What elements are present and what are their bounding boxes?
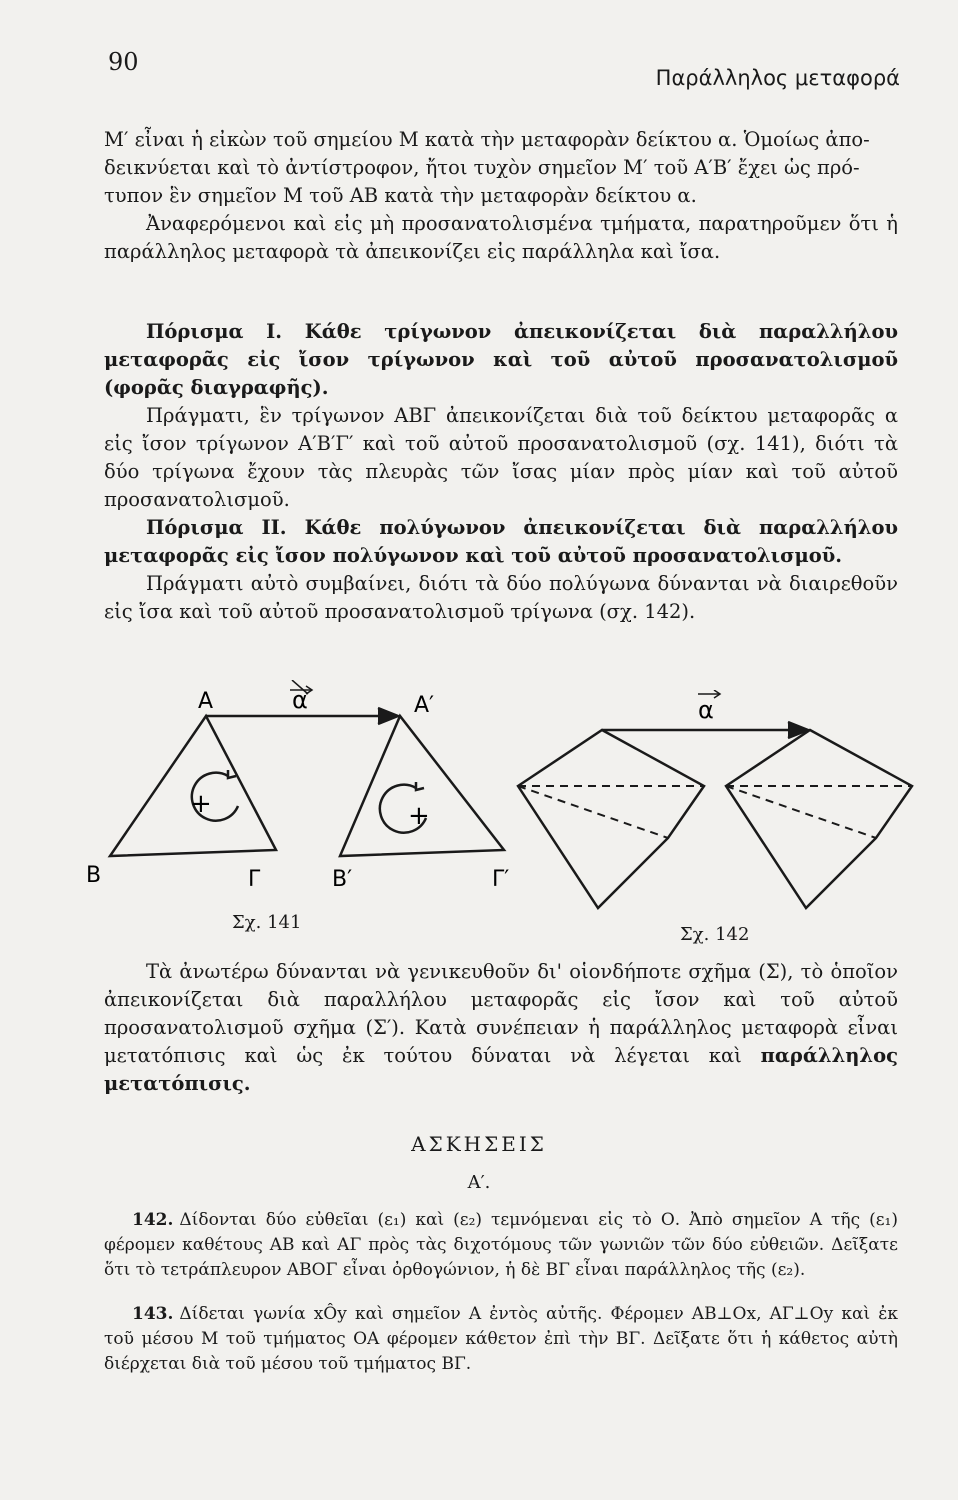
label-Gamma: Γ <box>248 867 261 892</box>
exercise-143-number: 143. <box>132 1304 174 1324</box>
running-head: Παράλληλος μεταφορά <box>655 66 900 90</box>
figure-142-caption: Σχ. 142 <box>680 924 750 945</box>
figure-141 <box>80 680 540 920</box>
porisma-1-text: Κάθε τρίγωνον ἀπεικονίζεται διὰ παραλλήλου μεταφορᾶς εἰς ἴσον τρίγωνον καὶ τοῦ αὐτοῦ προσανατολισμοῦ (φορᾶς διαγραφῆς). <box>104 320 898 399</box>
porisma-1-label: Πόρισμα Ι. <box>146 320 283 343</box>
exercises-subheading: Α′. <box>467 1172 491 1193</box>
intro-line-3: τυπον ἓν σημεῖον Μ τοῦ ΑΒ κατὰ τὴν μεταφορὰν δείκτου α. <box>104 184 697 207</box>
label-B: B <box>86 863 102 888</box>
generalization-text: Τὰ ἀνωτέρω δύνανται νὰ γενικευθοῦν δι' οἱονδήποτε σχῆμα (Σ), τὸ ὁποῖον ἀπεικονίζεται διὰ παραλλήλου μεταφορᾶς εἰς ἴσον καὶ τοῦ αὐτοῦ προσανατολισμοῦ σχῆμα (Σ′). Κατὰ συνέπειαν ἡ παράλληλος μεταφορὰ εἶναι μετατόπισις καὶ ὡς ἐκ τούτου δύναται νὰ λέγεται καὶ <box>104 960 898 1067</box>
porisma-2-proof: Πράγματι αὐτὸ συμβαίνει, διότι τὰ δύο πολύγωνα δύνανται νὰ διαιρεθοῦν εἰς ἴσα καὶ τοῦ αὐτοῦ προσανατολισμοῦ τρίγωνα (σχ. 142). <box>104 572 898 623</box>
triangle-abg <box>110 716 276 856</box>
plus-sign-1: + <box>190 789 212 819</box>
page-number: 90 <box>108 48 139 76</box>
intro-line-2: δεικνύεται καὶ τὸ ἀντίστροφον, ἤτοι τυχὸν σημεῖον Μ′ τοῦ Α′Β′ ἔχει ὡς πρό- <box>104 156 860 179</box>
porisma-2-text: Κάθε πολύγωνον ἀπεικονίζεται διὰ παραλλήλου μεταφορᾶς εἰς ἴσον πολύγωνον καὶ τοῦ αὐτοῦ προσανατολισμοῦ. <box>104 516 898 567</box>
exercises-heading: ΑΣΚΗΣΕΙΣ <box>411 1132 547 1156</box>
porisma-2-label: Πόρισμα ΙΙ. <box>146 516 287 539</box>
exercise-142-text: Δίδονται δύο εὐθεῖαι (ε₁) καὶ (ε₂) τεμνόμεναι εἰς τὸ Ο. Ἀπὸ σημεῖον Α τῆς (ε₁) φέρομεν καθέτους ΑΒ καὶ ΑΓ πρὸς τὰς διχοτόμους τῶν γωνιῶν τῶν δύο εὐθειῶν. Δεῖξατε ὅτι τὸ τετράπλευρον ΑΒΟΓ εἶναι ὀρθογώνιον, ἡ δὲ ΒΓ εἶναι παράλληλος τῆς (ε₂). <box>104 1210 898 1280</box>
porisma-1-proof: Πράγματι, ἓν τρίγωνον ΑΒΓ ἀπεικονίζεται διὰ τοῦ δείκτου μεταφορᾶς α εἰς ἴσον τρίγωνον Α′Β′Γ′ καὶ τοῦ αὐτοῦ προσανατολισμοῦ (σχ. 141), διότι τὰ δύο τρίγωνα ἔχουν τὰς πλευρὰς τῶν ἴσας μίαν πρὸς μίαν καὶ τοῦ αὐτοῦ προσανατολισμοῦ. <box>104 404 898 511</box>
label-vector-a-142: α <box>698 696 714 724</box>
paragraph-anaferomenoi: Ἀναφερόμενοι καὶ εἰς μὴ προσανατολισμένα τμήματα, παρατηροῦμεν ὅτι ἡ παράλληλος μεταφορὰ τὰ ἀπεικονίζει εἰς παράλληλα καὶ ἴσα. <box>104 212 898 263</box>
exercise-142 <box>104 1208 898 1283</box>
figure-142 <box>508 690 918 930</box>
exercise-142-number: 142. <box>132 1210 174 1230</box>
generalization-bold: παράλληλος μετατόπισις. <box>104 1044 898 1095</box>
exercise-143-text: Δίδεται γωνία xÔy καὶ σημεῖον Α ἐντὸς αὐτῆς. Φέρομεν ΑΒ⊥Οx, ΑΓ⊥Οy καὶ ἐκ τοῦ μέσου Μ τοῦ τμήματος ΟΑ φέρομεν κάθετον ἐπὶ τὴν ΒΓ. Δεῖξατε ὅτι ἡ κάθετος αὐτὴ διέρχεται διὰ τοῦ μέσου τοῦ τμήματος ΒΓ. <box>104 1304 898 1374</box>
plus-sign-2: + <box>408 801 430 831</box>
label-Gamma-prime: Γ′ <box>492 867 510 892</box>
label-B-prime: B′ <box>332 867 353 892</box>
intro-line-1: Μ′ εἶναι ἡ εἰκὼν τοῦ σημείου Μ κατὰ τὴν μεταφορὰν δείκτου α. Ὁμοίως ἀπο- <box>104 128 870 151</box>
label-vector-a: α <box>292 686 308 714</box>
figure-141-caption: Σχ. 141 <box>232 912 302 933</box>
vector-a-arrowhead <box>378 708 398 724</box>
porisma-2 <box>104 514 898 626</box>
exercise-143 <box>104 1302 898 1377</box>
triangle-a2b2g2 <box>340 716 504 856</box>
intro-paragraph <box>104 126 898 266</box>
label-A-prime: A′ <box>414 693 435 718</box>
porisma-1 <box>104 318 898 514</box>
label-A: A <box>198 689 214 714</box>
generalization-paragraph <box>104 958 898 1098</box>
